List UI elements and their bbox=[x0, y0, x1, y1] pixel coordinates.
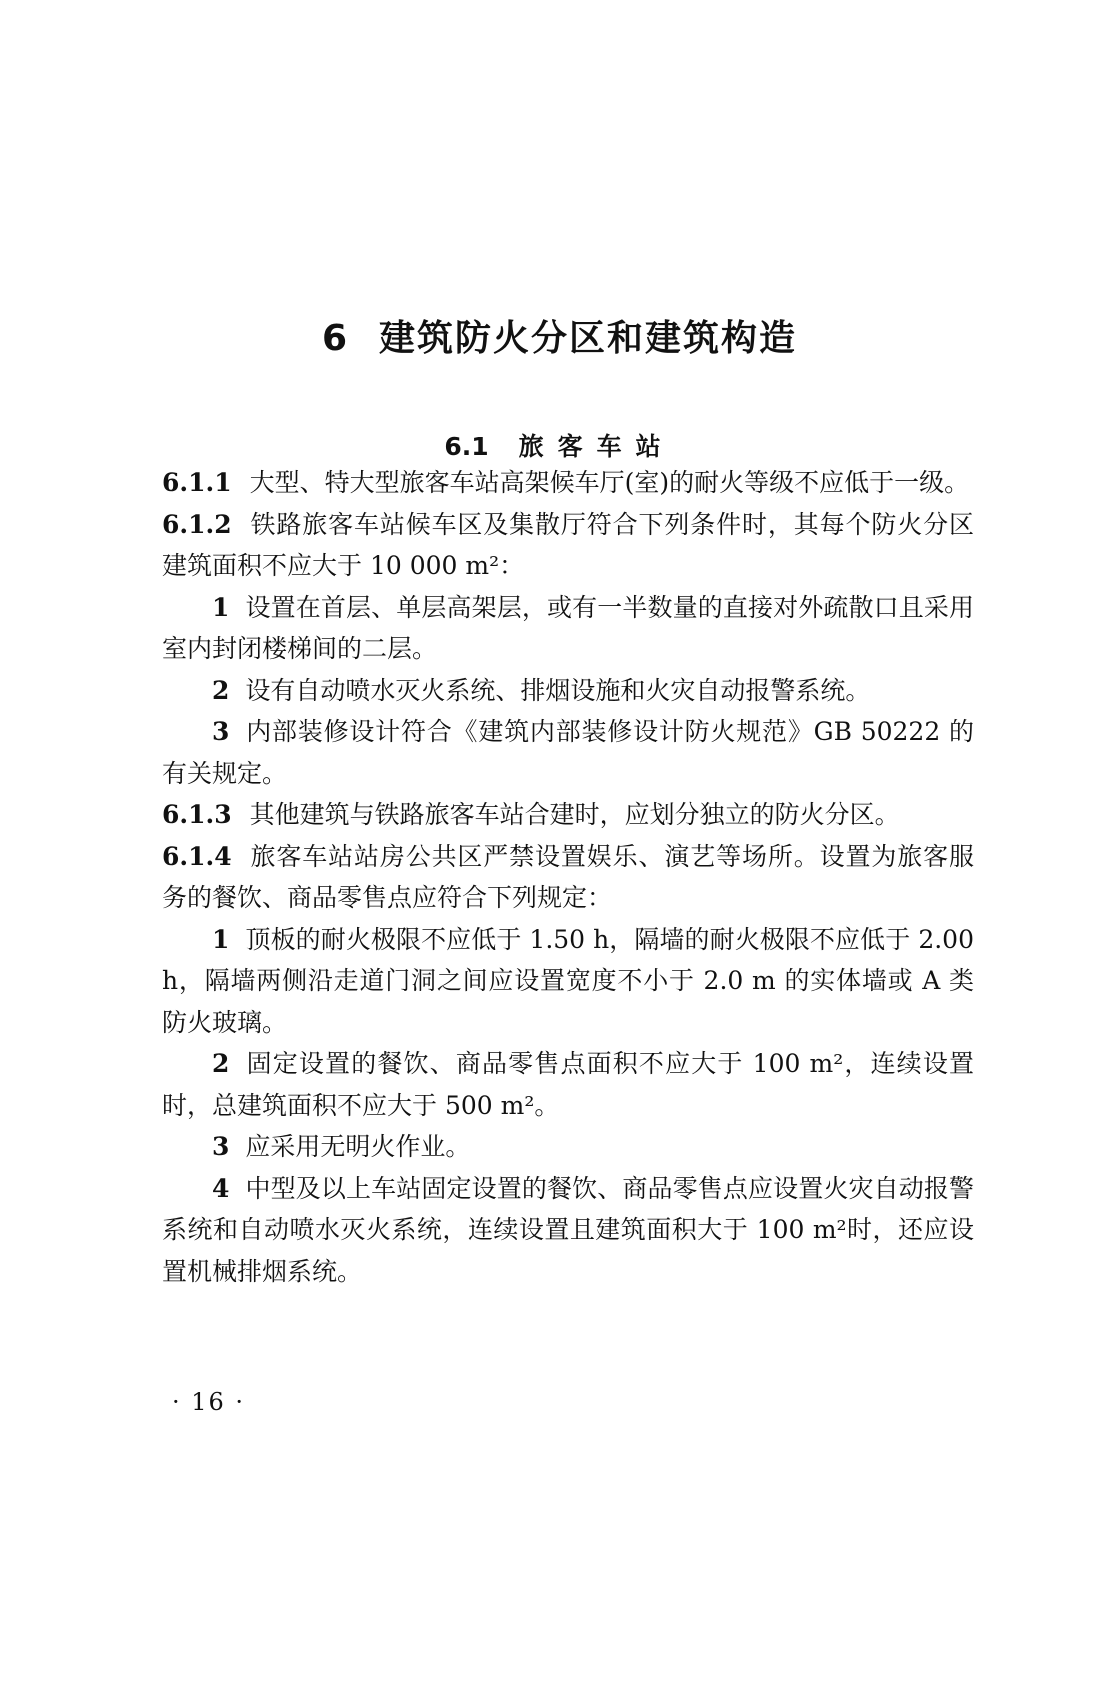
chapter-title bbox=[0, 310, 1119, 361]
section-title bbox=[0, 427, 1119, 463]
clause-item bbox=[162, 1043, 974, 1126]
clause-number: 6.1.1 bbox=[162, 468, 232, 497]
chapter-title-text: 建筑防火分区和建筑构造 bbox=[379, 318, 798, 359]
item-text: 中型及以上车站固定设置的餐饮、商品零售点应设置火灾自动报警系统和自动喷水灭火系统，连续设置且建筑面积大于 100 m²时，还应设置机械排烟系统。 bbox=[162, 1173, 974, 1286]
clause-item bbox=[162, 1126, 974, 1168]
item-number: 3 bbox=[212, 1132, 230, 1161]
item-number: 2 bbox=[212, 1049, 230, 1078]
item-text: 固定设置的餐饮、商品零售点面积不应大于 100 m²，连续设置时，总建筑面积不应大于 500 m²。 bbox=[162, 1049, 974, 1120]
item-number: 1 bbox=[212, 592, 230, 622]
item-text: 应采用无明火作业。 bbox=[245, 1132, 471, 1161]
clause-6-1-3 bbox=[162, 794, 974, 836]
clause-text: 其他建筑与铁路旅客车站合建时，应划分独立的防火分区。 bbox=[249, 800, 900, 829]
item-number: 1 bbox=[212, 924, 230, 954]
item-text: 设有自动喷水灭火系统、排烟设施和火灾自动报警系统。 bbox=[245, 675, 871, 705]
clause-item bbox=[162, 670, 974, 712]
clause-6-1-1 bbox=[162, 462, 974, 504]
clause-6-1-4 bbox=[162, 836, 974, 919]
clause-text: 铁路旅客车站候车区及集散厅符合下列条件时，其每个防火分区建筑面积不应大于 10 000 m²： bbox=[162, 509, 974, 580]
item-text: 内部装修设计符合《建筑内部装修设计防火规范》GB 50222 的有关规定。 bbox=[162, 717, 974, 788]
clause-number: 6.1.4 bbox=[162, 841, 232, 871]
section-number: 6.1 bbox=[444, 432, 489, 461]
item-text: 设置在首层、单层高架层，或有一半数量的直接对外疏散口且采用室内封闭楼梯间的二层。 bbox=[162, 592, 974, 663]
clause-item bbox=[162, 1168, 974, 1293]
section-title-text: 旅客车站 bbox=[518, 432, 675, 461]
item-number: 3 bbox=[212, 717, 230, 746]
clause-6-1-2 bbox=[162, 504, 974, 587]
clause-text: 大型、特大型旅客车站高架候车厅(室)的耐火等级不应低于一级。 bbox=[249, 468, 970, 497]
item-text: 顶板的耐火极限不应低于 1.50 h，隔墙的耐火极限不应低于 2.00 h，隔墙两侧沿走道门洞之间应设置宽度不小于 2.0 m 的实体墙或 A 类防火玻璃。 bbox=[162, 924, 974, 1037]
chapter-number: 6 bbox=[321, 318, 350, 359]
clause-number: 6.1.2 bbox=[162, 509, 232, 539]
body-text bbox=[162, 462, 974, 1292]
item-number: 2 bbox=[212, 675, 230, 705]
clause-item bbox=[162, 587, 974, 670]
clause-item bbox=[162, 711, 974, 794]
clause-text: 旅客车站站房公共区严禁设置娱乐、演艺等场所。设置为旅客服务的餐饮、商品零售点应符合下列规定： bbox=[162, 841, 974, 912]
clause-item bbox=[162, 919, 974, 1044]
clause-number: 6.1.3 bbox=[162, 800, 232, 829]
item-number: 4 bbox=[212, 1173, 230, 1203]
page-number: · 16 · bbox=[172, 1388, 246, 1416]
